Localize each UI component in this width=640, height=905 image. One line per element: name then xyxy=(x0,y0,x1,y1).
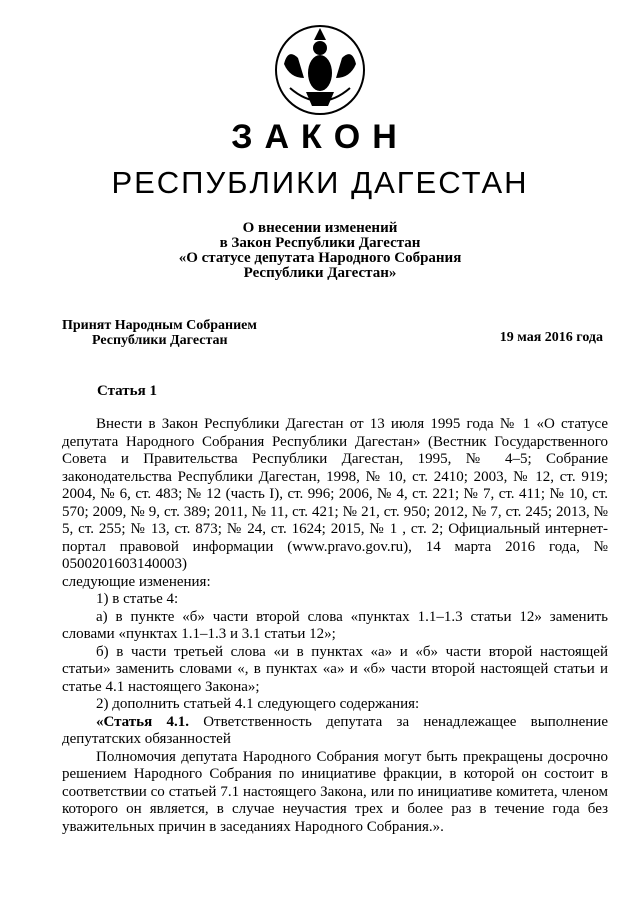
law-name xyxy=(0,221,640,281)
paragraph: Внести в Закон Республики Дагестан от 13 июля 1995 года № 1 «О статусе депутата Народного Собрания Республики Дагестан» (Вестник Государственного Совета и Правительства Республики Дагестан, 1995, № 4–5; Собрание законодательства Республики Дагестан, 1998, № 10, ст. 2410; 2003, № 12, ст. 919; 2004, № 6, ст. 483; № 12 (часть I), ст. 996; 2006, № 4, ст. 221; № 7, ст. 411; № 10, ст. 570; 2009, № 9, ст. 389; 2011, № 11, ст. 421; № 21, ст. 950; 2012, № 7, ст. 245; 2013, № 5, ст. 255; № 13, ст. 873; № 24, ст. 1624; 2015, № 1 , ст. 2; Официальный интернет-портал правовой информации (www.pravo.gov.ru), 14 марта 2016 года, № 0500201603140003) xyxy=(62,416,608,572)
article-body xyxy=(62,416,608,836)
paragraph: б) в части третьей слова «и в пунктах «а» и «б» части второй настоящей статьи» заменить словами «, в пунктах «а» и «б» части второй настоящей статьи и статье 4.1 настоящего Закона»; xyxy=(62,643,608,695)
adoption-line: Республики Дагестан xyxy=(92,333,228,348)
adoption-date: 19 мая 2016 года xyxy=(499,330,603,345)
law-name-line: «О статусе депутата Народного Собрания xyxy=(178,250,462,266)
coat-of-arms-icon xyxy=(270,18,370,118)
paragraph: Полномочия депутата Народного Собрания могут быть прекращены досрочно решением Народного Собрания по инициативе фракции, в которой он состоит в соответствии со статьей 7.1 настоящего Закона, или по инициативе комитета, членом которого он является, в случае неучастия трех и более раз в течение года без уважительных причин в заседаниях Народного Собрания.». xyxy=(62,748,608,835)
article-4-1-title: Ответственность депутата за ненадлежащее выполнение депутатских обязанностей xyxy=(62,713,608,747)
article-heading: Статья 1 xyxy=(97,383,157,399)
law-name-line: О внесении изменений xyxy=(242,220,398,236)
law-name-line: в Закон Республики Дагестан xyxy=(219,235,421,251)
article-4-1-label: «Статья 4.1. xyxy=(96,713,189,730)
paragraph: 1) в статье 4: xyxy=(96,591,179,607)
adoption-line: Принят Народным Собранием xyxy=(62,318,257,333)
article-4-1 xyxy=(62,714,608,749)
document-title: ЗАКОН xyxy=(231,118,409,156)
paragraph: а) в пункте «б» части второй слова «пунктах 1.1–1.3 статьи 12» заменить словами «пунктах 1.1–1.3 и 3.1 статьи 12»; xyxy=(62,608,608,642)
document-subtitle-republic: РЕСПУБЛИКИ ДАГЕСТАН xyxy=(111,165,529,200)
adoption-block xyxy=(62,318,257,348)
paragraph: следующие изменения: xyxy=(62,573,211,590)
paragraph: 2) дополнить статьей 4.1 следующего содержания: xyxy=(96,696,420,712)
law-name-line: Республики Дагестан» xyxy=(243,265,397,281)
